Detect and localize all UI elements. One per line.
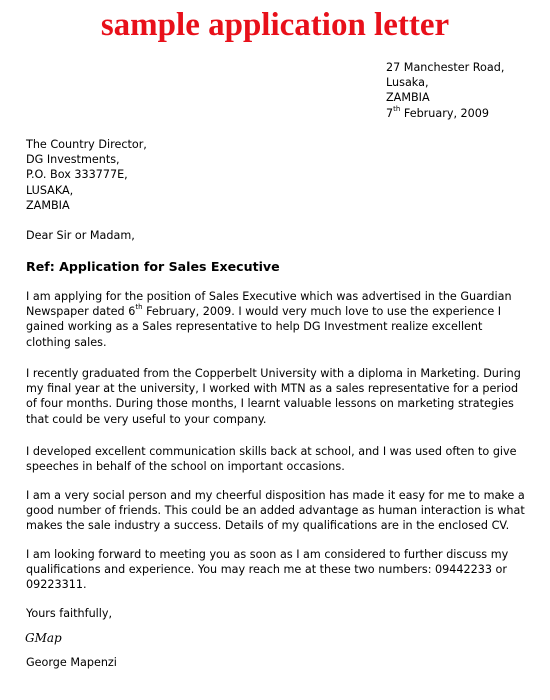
sender-city: Lusaka, [386,76,429,90]
body-paragraph-1-sup: th [135,303,143,312]
recipient-line-2: DG Investments, [26,153,120,167]
body-paragraph-5: I am looking forward to meeting you as soon as I am considered to further discuss my qualifications and experience. You may reach me at these two numbers: 09442233 or 09223311. [26,548,509,592]
sender-address [386,60,504,121]
body-paragraph-4: I am a very social person and my cheerful disposition has made it easy for me to make a good number of friends. This could be an added advantage as human interaction is what makes the sale industry a success. Details of my qualifications are in the enclosed CV. [26,489,525,533]
signature [24,628,64,650]
signatory-name: George Mapenzi [26,656,117,669]
closing: Yours faithfully, [26,607,113,620]
body-paragraph-1-start: I am applying for the position of Sales Executive which was advertised in the Guardian Newspaper dated 6 [26,290,512,319]
body-paragraph-3: I developed excellent communication skills back at school, and I was used often to give speeches in behalf of the school on important occasions. [26,445,517,474]
subject-line: Ref: Application for Sales Executive [26,259,280,274]
sender-street: 27 Manchester Road, [386,61,505,74]
date-suffix: th [393,104,401,113]
body-paragraph-1 [26,289,526,350]
page-title: sample application letter [100,7,450,43]
recipient-line-3: P.O. Box 333777E, [26,168,128,182]
date-day: 7 [386,106,394,120]
letter-date [386,106,504,121]
recipient-address [26,137,147,213]
recipient-line-1: The Country Director, [26,138,147,151]
date-rest: February, 2009 [400,106,490,120]
recipient-line-4: LUSAKA, [26,183,74,197]
signature-text: GMap [25,631,62,645]
salutation: Dear Sir or Madam, [26,229,135,242]
sender-country: ZAMBIA [386,91,430,105]
recipient-line-5: ZAMBIA [26,198,70,212]
body-paragraph-1-end: February, 2009. I would very much love to use the experience I gained working as a Sales representative to help DG Investment realize excellent clothing sales. [26,305,502,349]
body-paragraph-2: I recently graduated from the Copperbelt University with a diploma in Marketing. During my final year at the university, I worked with MTN as a sales representative for a period of four months. During those months, I learnt valuable lessons on marketing strategies that could be very useful to your company. [26,367,521,426]
